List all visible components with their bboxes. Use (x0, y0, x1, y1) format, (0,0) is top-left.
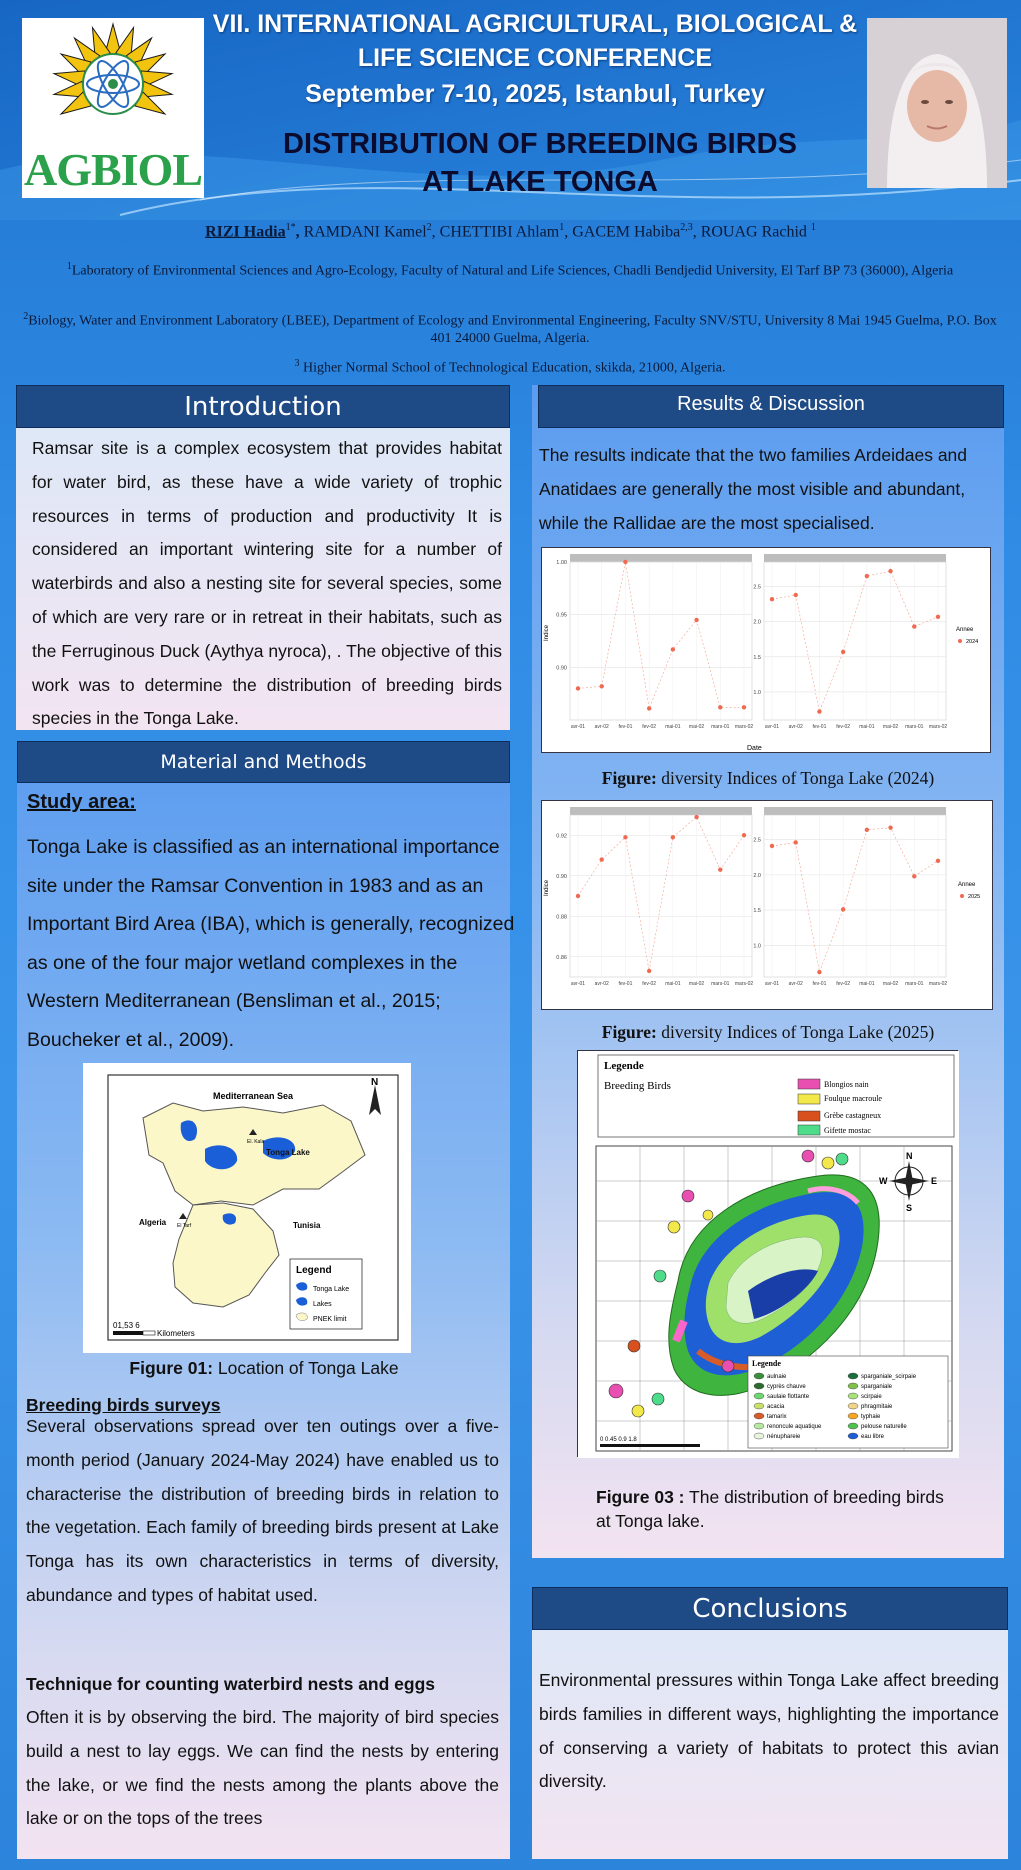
sunflower-atom-icon (22, 18, 204, 148)
fig3-bird-label: Foulque macroule (824, 1094, 882, 1103)
vegetation-legend-title: Legende (752, 1359, 781, 1368)
figure-2024-label: Figure: (601, 768, 657, 788)
legend-label: 2024 (966, 639, 979, 645)
data-point (817, 970, 821, 974)
author-list: RIZI Hadia$^{1*}$, RAMDANI Kamel$^2$, CHETTIBI Ahlam$^1$, GACEM Habiba$^{2,3}$, ROUAG Rachid $^1$ (205, 222, 816, 241)
introduction-panel (16, 385, 510, 730)
x-tick-label: fev-01 (812, 724, 827, 730)
results-heading: Results & Discussion (538, 385, 1004, 428)
map-sea-label: Mediterranean Sea (213, 1091, 294, 1101)
first-author-sup: 1* (285, 222, 296, 233)
legend-swatch-grebe (798, 1111, 820, 1121)
data-point (694, 618, 698, 622)
poster-title-line-2: AT LAKE TONGA (422, 166, 658, 198)
data-point (694, 815, 698, 819)
fig3-bird-label: Grèbe castagneux (824, 1111, 882, 1120)
map-tunisia-label: Tunisia (293, 1221, 321, 1230)
breeding-distribution-map (577, 1050, 958, 1457)
x-tick-label: mars-02 (734, 981, 754, 987)
x-tick-label: avr-02 (788, 724, 803, 730)
study-area-text: Tonga Lake is classified as an international importance site under the Ramsar Convention in 1983 and as an Important Bird Area (IBA), which is generally, recognized as one of the four major wetland complexes in the Western Mediterranean (Bensliman et al., 2015; Boucheker et al., 2009). (27, 836, 515, 1051)
vegetation-legend-label: saulaie flottante (767, 1394, 810, 1400)
vegetation-swatch (848, 1413, 858, 1419)
vegetation-swatch (848, 1433, 858, 1439)
vegetation-swatch (754, 1403, 764, 1409)
vegetation-swatch (754, 1383, 764, 1389)
affiliation-text: Higher Normal School of Technological Education, skikda, 21000, Algeria. (299, 360, 726, 376)
figure-01-text: Location of Tonga Lake (213, 1358, 399, 1378)
vegetation-legend-label: phragmitaie (861, 1404, 893, 1410)
portrait-icon (867, 18, 1007, 188)
legend-swatch (960, 894, 964, 898)
data-point (841, 907, 845, 911)
diversity-chart-2024 (541, 547, 991, 753)
figure-2024-caption (532, 768, 1004, 789)
y-tick-label: 0.90 (556, 665, 567, 672)
figure-2025-label: Figure: (601, 1022, 657, 1042)
chart-plot-area (570, 815, 752, 977)
data-point (794, 593, 798, 597)
figure-03-label: Figure 03 : (596, 1487, 685, 1507)
data-point (794, 840, 798, 844)
affiliation-3 (15, 355, 1005, 377)
y-tick-label: 1.5 (753, 908, 761, 915)
fig3-bird-label: Gifette mostac (824, 1126, 871, 1135)
legend-swatch-foulque (798, 1094, 820, 1104)
fig3-scale-bar (600, 1444, 700, 1447)
map-legend-item: Lakes (313, 1301, 332, 1308)
technique-title: Technique for counting waterbird nests and eggs (26, 1674, 436, 1694)
compass-east: E (931, 1176, 938, 1186)
author: CHETTIBI Ahlam (439, 223, 560, 241)
data-point (817, 709, 821, 713)
data-point (912, 874, 916, 878)
x-tick-label: mars-02 (928, 724, 948, 730)
affiliation-sup: 2 (23, 311, 29, 322)
x-tick-label: avr-02 (594, 724, 609, 730)
x-tick-label: mai-02 (882, 724, 899, 730)
data-point (576, 894, 580, 898)
data-point (865, 828, 869, 832)
location-map-figure (83, 1063, 411, 1353)
x-tick-label: avr-01 (570, 981, 586, 987)
author-sup: 1 (559, 222, 565, 233)
diversity-chart-2025-svg (542, 801, 994, 1011)
conference-logo (22, 18, 204, 198)
map-algeria-label: Algeria (139, 1218, 167, 1227)
author-photo (867, 18, 1007, 188)
fig3-bird-label: Blongios nain (824, 1080, 869, 1089)
x-tick-label: mars-01 (711, 724, 730, 730)
introduction-heading: Introduction (16, 385, 510, 428)
conference-date-location: September 7-10, 2025, Istanbul, Turkey (305, 80, 765, 108)
x-tick-label: fev-01 (618, 981, 633, 987)
vegetation-swatch (848, 1423, 858, 1429)
map-tarf-label: El Tarf (177, 1223, 192, 1229)
methods-panel (17, 741, 515, 1859)
map-scale-numbers: 01,53 6 (113, 1321, 140, 1330)
map-scale-unit: Kilometers (157, 1329, 195, 1338)
y-tick-label: 0.90 (556, 873, 567, 880)
fig3-subtitle: Breeding Birds (604, 1080, 671, 1092)
affiliation-text: Biology, Water and Environment Laboratory (LBEE), Department of Ecology and Environmental Engineering, Faculty SNV/STU, University 8 Mai 1945 Guelma, P.O. Box 401 24000 Guelma, Algeria. (28, 313, 997, 346)
x-tick-label: fev-02 (642, 724, 657, 730)
conference-title-line-2: LIFE SCIENCE CONFERENCE (357, 44, 713, 72)
technique-text: Often it is by observing the bird. The majority of bird species build a nest to lay eggs. We can find the nests by entering the lake, or we find the nests among the plants above the lake or on the tops of the trees (26, 1707, 499, 1829)
vegetation-swatch (754, 1393, 764, 1399)
facet-strip (764, 554, 946, 562)
compass-south: S (906, 1203, 913, 1213)
x-tick-label: mars-01 (905, 981, 924, 987)
y-tick-label: 1.0 (753, 943, 761, 950)
chart-ylabel: Indice (544, 879, 550, 896)
conclusions-text: Environmental pressures within Tonga Lake affect breeding birds families in different ways, highlighting the importance of conserving a variety of habitats to protect this avian diversity. (539, 1670, 999, 1792)
data-point (888, 569, 892, 573)
affiliation-sup: 3 (294, 358, 300, 369)
affiliation-sup: 1 (66, 261, 72, 272)
data-point (600, 684, 604, 688)
compass-west: W (879, 1176, 888, 1186)
north-label: N (371, 1077, 379, 1088)
conclusions-panel (532, 1587, 1008, 1859)
data-point (671, 835, 675, 839)
chart-ylabel: Indice (544, 624, 550, 641)
map-legend-item: Tonga Lake (313, 1286, 350, 1293)
author: ROUAG Rachid (700, 223, 807, 241)
map-legend-title: Legend (296, 1265, 332, 1276)
chart-plot-area (764, 815, 946, 977)
diversity-chart-2024-svg (542, 548, 992, 754)
x-tick-label: mars-01 (711, 981, 730, 987)
x-tick-label: mars-02 (928, 981, 948, 987)
x-tick-label: mars-01 (905, 724, 924, 730)
vegetation-legend-label: tamarix (767, 1414, 787, 1420)
conclusions-heading: Conclusions (532, 1587, 1008, 1630)
map-scale-bar (113, 1331, 143, 1335)
x-tick-label: mai-02 (688, 981, 705, 987)
data-point (888, 825, 892, 829)
y-tick-label: 2.0 (753, 872, 761, 879)
x-tick-label: mars-02 (734, 724, 754, 730)
figure-01-label: Figure 01: (129, 1358, 214, 1378)
figure-01-caption (17, 1358, 511, 1379)
data-point (936, 615, 940, 619)
y-tick-label: 1.5 (753, 654, 761, 661)
figure-2024-text: diversity Indices of Tonga Lake (2024) (656, 768, 935, 788)
vegetation-swatch (848, 1403, 858, 1409)
data-point (936, 859, 940, 863)
x-tick-label: mai-01 (665, 724, 681, 730)
vegetation-swatch (754, 1413, 764, 1419)
facet-strip (570, 554, 752, 562)
data-point (770, 597, 774, 601)
legend-title: Annee (958, 882, 976, 888)
x-tick-label: mai-02 (882, 981, 899, 987)
chart-xlabel: Date (747, 745, 762, 752)
author-sup: 1 (810, 222, 816, 233)
breeding-distribution-map-svg (578, 1051, 959, 1458)
location-map (83, 1063, 411, 1353)
data-point (742, 705, 746, 709)
y-tick-label: 2.5 (753, 837, 761, 844)
introduction-text: Ramsar site is a complex ecosystem that provides habitat for water bird, as these have a wide variety of trophic resources in terms of production and productivity It is considered an important wintering site for a number of waterbirds and also a nesting site for several species, some of which are very rare or in retreat in their habitats, such as the Ferruginous Duck (Aythya nyroca), . The objective of this work was to determine the distribution of breeding birds species in the Tonga Lake. (32, 438, 502, 729)
vegetation-swatch (754, 1423, 764, 1429)
figure-2025-text: diversity Indices of Tonga Lake (2025) (656, 1022, 935, 1042)
vegetation-legend-label: scirpaie (861, 1394, 882, 1400)
fig3-legend-title: Legende (604, 1060, 644, 1072)
x-tick-label: avr-01 (764, 724, 780, 730)
data-point (576, 686, 580, 690)
surveys-text: Several observations spread over ten outings over a five-month period (January 2024-May 2024) have enabled us to characterise the distribution of breeding birds in relation to the vegetation. Each family of breeding birds present at Lake Tonga has its own characteristics in terms of diversity, abundance and types of habitat used. (26, 1416, 499, 1605)
affiliation-2 (15, 308, 1005, 347)
author: RAMDANI Kamel (303, 223, 427, 241)
figure-03-text: The distribution of breeding birds at Tonga lake. (596, 1487, 944, 1531)
vegetation-swatch (754, 1373, 764, 1379)
x-tick-label: avr-01 (764, 981, 780, 987)
conference-title-line-1: VII. INTERNATIONAL AGRICULTURAL, BIOLOGICAL & (212, 10, 858, 38)
map-legend-item: PNEK limit (313, 1316, 347, 1323)
data-point (600, 857, 604, 861)
logo-text: AGBIOL (23, 144, 203, 195)
vegetation-legend-label: typhaie (861, 1414, 881, 1420)
compass-north: N (906, 1151, 913, 1161)
legend-swatch-blongios (798, 1079, 820, 1089)
results-text: The results indicate that the two families Ardeidaes and Anatidaes are generally the most visible and abundant, while the Rallidae are the most specialised. (539, 445, 968, 533)
chart-plot-area (764, 562, 946, 720)
vegetation-swatch (754, 1433, 764, 1439)
y-tick-label: 2.0 (753, 619, 761, 626)
legend-swatch-gifette (798, 1125, 820, 1135)
vegetation-swatch (848, 1373, 858, 1379)
x-tick-label: mai-02 (688, 724, 705, 730)
facet-strip (570, 807, 752, 815)
data-point (623, 835, 627, 839)
diversity-chart-2025 (541, 800, 993, 1010)
x-tick-label: fev-01 (618, 724, 633, 730)
data-point (718, 867, 722, 871)
map-lake-label: Tonga Lake (266, 1148, 310, 1157)
y-tick-label: 1.0 (753, 689, 761, 696)
vegetation-legend-label: acacia (767, 1404, 785, 1410)
x-tick-label: fev-02 (836, 724, 851, 730)
poster-title-line-1: DISTRIBUTION OF BREEDING BIRDS (283, 128, 797, 160)
figure-03-caption (582, 1485, 962, 1533)
author-sup: 2 (426, 222, 432, 233)
author: GACEM Habiba (572, 223, 681, 241)
vegetation-legend-label: nénuphareie (767, 1434, 801, 1440)
vegetation-legend-label: sparganiale_scirpaie (861, 1374, 917, 1380)
surveys-title: Breeding birds surveys (26, 1395, 221, 1415)
figure-2025-caption (532, 1022, 1004, 1043)
vegetation-legend-label: aulnaie (767, 1374, 787, 1380)
data-point (770, 844, 774, 848)
results-panel (532, 385, 1004, 1558)
study-area-title: Study area: (27, 791, 136, 813)
affiliation-1 (15, 258, 1005, 280)
y-tick-label: 0.92 (556, 833, 567, 840)
data-point (671, 647, 675, 651)
legend-title: Annee (956, 627, 974, 633)
x-tick-label: avr-01 (570, 724, 586, 730)
y-tick-label: 0.95 (556, 612, 567, 619)
y-tick-label: 0.88 (556, 914, 567, 921)
methods-heading: Material and Methods (17, 741, 510, 783)
y-tick-label: 0.86 (556, 954, 567, 961)
vegetation-legend-label: eau libre (861, 1434, 885, 1440)
vegetation-legend-label: renoncule aquatique (767, 1424, 822, 1430)
data-point (865, 574, 869, 578)
affiliation-text: Laboratory of Environmental Sciences and Agro-Ecology, Faculty of Natural and Life Sciences, Chadli Bendjedid University, El Tarf BP 73 (36000), Algeria (71, 263, 954, 279)
y-tick-label: 1.00 (556, 560, 567, 566)
vegetation-legend-label: pelouse naturelle (861, 1424, 907, 1430)
vegetation-legend-label: sparganiale (861, 1384, 893, 1390)
x-tick-label: avr-02 (788, 981, 803, 987)
legend-label: 2025 (968, 894, 981, 900)
data-point (623, 560, 627, 564)
x-tick-label: mai-01 (665, 981, 681, 987)
data-point (912, 624, 916, 628)
x-tick-label: fev-01 (812, 981, 827, 987)
vegetation-swatch (848, 1393, 858, 1399)
x-tick-label: fev-02 (836, 981, 851, 987)
y-tick-label: 2.5 (753, 584, 761, 591)
fig3-scale-label: 0 0.45 0.9 1.8 (600, 1437, 637, 1443)
vegetation-swatch (848, 1383, 858, 1389)
x-tick-label: mai-01 (859, 981, 875, 987)
data-point (841, 650, 845, 654)
data-point (647, 706, 651, 710)
chart-plot-area (570, 562, 752, 720)
data-point (742, 833, 746, 837)
x-tick-label: fev-02 (642, 981, 657, 987)
data-point (718, 705, 722, 709)
x-tick-label: avr-02 (594, 981, 609, 987)
legend-swatch (958, 639, 962, 643)
map-kala-label: El. Kala (247, 1139, 265, 1145)
vegetation-legend-label: cyprès chauve (767, 1384, 806, 1390)
first-author: RIZI Hadia (205, 223, 286, 241)
data-point (647, 969, 651, 973)
facet-strip (764, 807, 946, 815)
author-sup: 2,3 (680, 222, 693, 233)
x-tick-label: mai-01 (859, 724, 875, 730)
